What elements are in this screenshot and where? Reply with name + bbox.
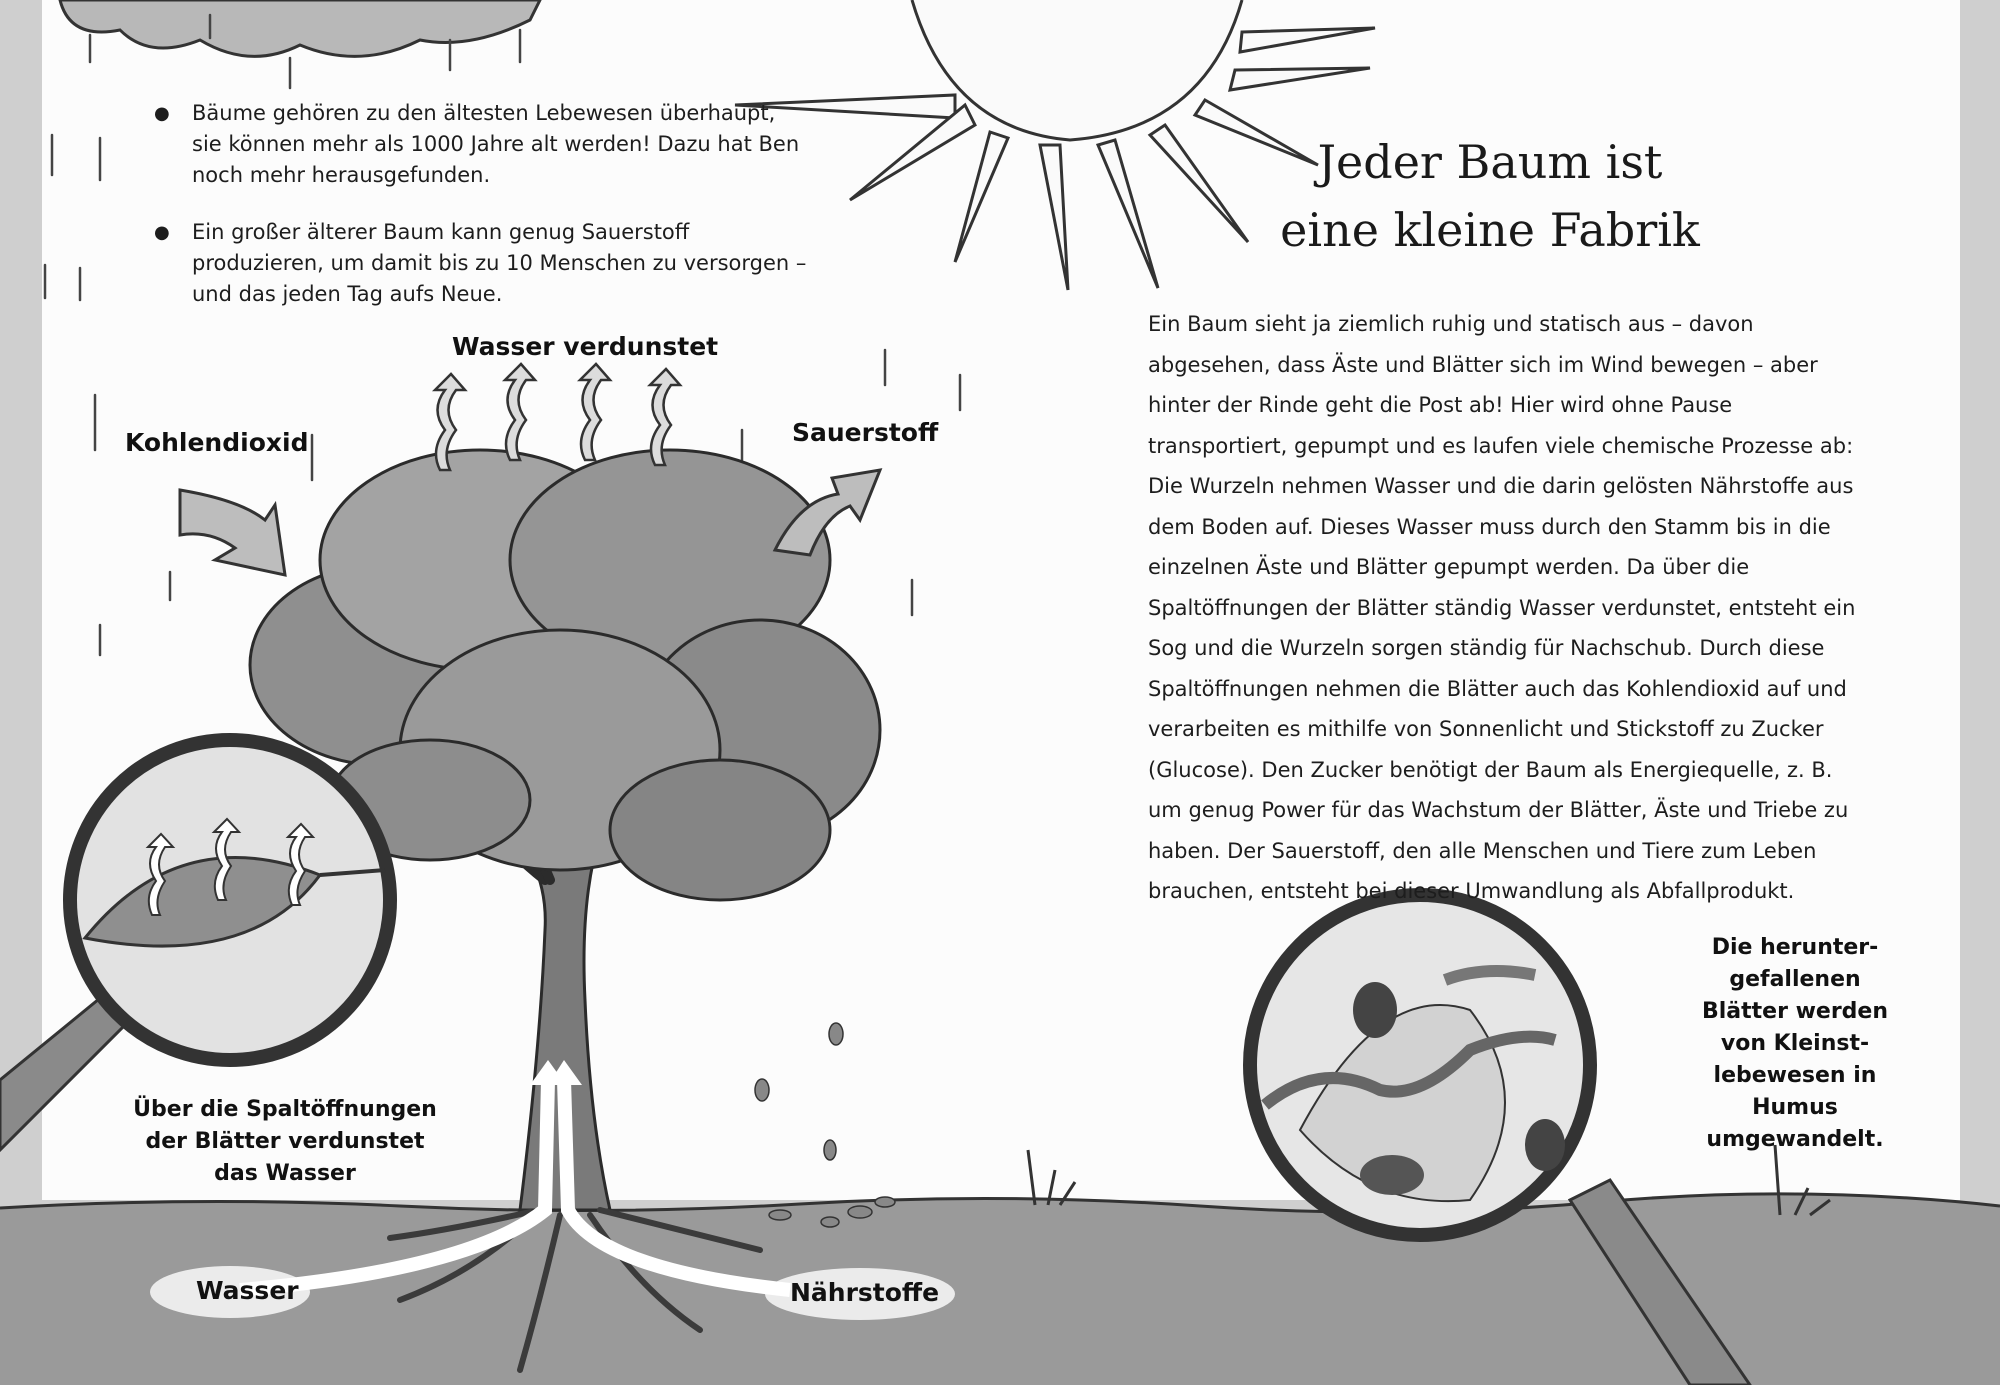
caption-humus: Die herunter-gefallenen Blätter werden von Kleinst-lebewesen in Humus umgewandelt. [1701,935,1889,1152]
sun [735,0,1375,290]
label-water-evaporates: Wasser verdunstet [452,332,719,361]
label-co2: Kohlendioxid [125,428,309,457]
fact-list [150,98,810,336]
caption-leaf: Über die Spaltöffnungen der Blätter verdunstet das Wasser [133,1097,437,1186]
rain-cloud [60,0,540,56]
co2-arrow [180,490,285,575]
pebbles [755,1023,895,1227]
title-line-2: eine kleine Fabrik [1280,203,1700,257]
page-title [1280,128,1700,264]
body-paragraph: Ein Baum sieht ja ziemlich ruhig und statisch aus – davon abgesehen, dass Äste und Blätter sich im Wind bewegen – aber hinter der Rinde geht die Post ab! Hier wird ohne Pause transportiert, gepumpt und es laufen viele chemische Prozesse ab: Die Wurzeln nehmen Wasser und die darin gelösten Nährstoffe aus dem Boden auf. Dieses Wasser muss durch den Stamm bis in die einzelnen Äste und Blätter gepumpt werden. Da über die Spaltöffnungen der Blätter ständig Wasser verdunstet, entsteht ein Sog und die Wurzeln sorgen ständig für Nachschub. Durch diese Spaltöffnungen nehmen die Blätter auch das Kohlendioxid auf und verarbeiten es mithilfe von Sonnenlicht und Stickstoff zu Zucker (Glucose). Den Zucker benötigt der Baum als Energiequelle, z. B. um genug Power für das Wachstum der Blätter, Äste und Triebe zu haben. Der Sauerstoff, den alle Menschen und Tiere zum Leben brauchen, entsteht bei dieser Umwandlung als Abfallprodukt. [1148,312,1856,903]
title-line-1: Jeder Baum ist [1317,135,1663,189]
fact-item: ● Ein großer älterer Baum kann genug Sauerstoff produzieren, um damit bis zu 10 Menschen zu versorgen – und das jeden Tag aufs Neue. [150,217,810,310]
magnifier-leaf [0,740,390,1150]
label-oxygen: Sauerstoff [792,418,939,447]
label-water: Wasser [196,1276,299,1305]
fact-item: ● Bäume gehören zu den ältesten Lebewesen überhaupt, sie können mehr als 1000 Jahre alt werden! Dazu hat Ben noch mehr herausgefunden. [150,98,810,191]
label-nutrients: Nährstoffe [790,1278,940,1307]
